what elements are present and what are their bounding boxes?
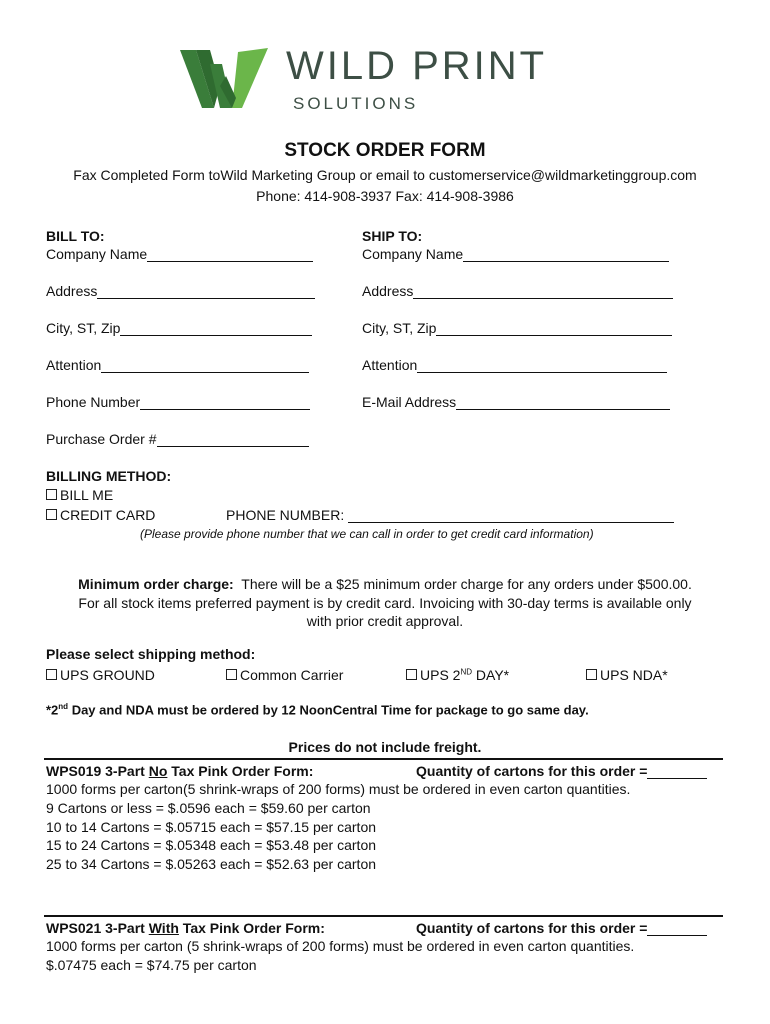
option-label: UPS GROUND [60, 667, 155, 683]
wps021-description: 1000 forms per carton (5 shrink-wraps of 200 forms) must be ordered in even carton quantities. [46, 938, 635, 954]
product-name: Tax Pink Order Form: [167, 763, 314, 779]
common-carrier-option[interactable] [226, 667, 343, 683]
bill-to-heading: BILL TO: [46, 228, 105, 244]
field-label: Purchase Order # [46, 431, 157, 447]
bill-address-field[interactable] [46, 283, 315, 299]
checkbox-icon[interactable] [46, 669, 57, 680]
checkbox-icon[interactable] [46, 489, 57, 500]
field-label: PHONE NUMBER: [226, 507, 345, 523]
credit-card-note: (Please provide phone number that we can call in order to get credit card information) [140, 527, 594, 541]
checkbox-icon[interactable] [46, 509, 57, 520]
wps021-quantity-field[interactable] [416, 920, 707, 936]
ship-attention-field[interactable] [362, 357, 667, 373]
cc-phone-field[interactable] [226, 507, 674, 523]
bill-company-field[interactable] [46, 246, 313, 262]
price-tier: 15 to 24 Cartons = $.05348 each = $53.48 per carton [46, 837, 377, 853]
option-label: BILL ME [60, 487, 114, 503]
brand-name: WILD PRINT [286, 44, 548, 88]
field-label: Address [362, 283, 414, 299]
billing-method-heading: BILLING METHOD: [46, 468, 172, 484]
superscript: ND [460, 667, 473, 677]
field-label: Address [46, 283, 98, 299]
brand-subtitle: SOLUTIONS [293, 94, 419, 113]
form-title: STOCK ORDER FORM [284, 140, 486, 161]
minimum-order-line [0, 576, 770, 592]
price-tier: 25 to 34 Cartons = $.05263 each = $52.63 per carton [46, 856, 377, 872]
ups-ground-option[interactable] [46, 667, 155, 683]
minimum-text: There will be a $25 minimum order charge for any orders under $500.00. [241, 576, 692, 592]
ship-city-field[interactable] [362, 320, 672, 336]
checkbox-icon[interactable] [226, 669, 237, 680]
quantity-label: Quantity of cartons for this order = [416, 920, 648, 936]
option-label: UPS 2 [420, 667, 461, 683]
option-label: CREDIT CARD [60, 507, 156, 523]
option-label: Common Carrier [240, 667, 344, 683]
superscript: nd [58, 702, 69, 711]
bill-attention-field[interactable] [46, 357, 309, 373]
field-label: Attention [362, 357, 418, 373]
payment-terms-line: For all stock items preferred payment is by credit card. Invoicing with 30-day terms is available only [78, 595, 692, 611]
ship-to-heading: SHIP TO: [362, 228, 423, 244]
company-logo [180, 44, 590, 116]
price-tier: 9 Cartons or less = $.0596 each = $59.60 per carton [46, 800, 371, 816]
field-label: Attention [46, 357, 102, 373]
bill-me-option[interactable] [46, 487, 113, 503]
wps019-description: 1000 forms per carton(5 shrink-wraps of 200 forms) must be ordered in even carton quantities. [46, 781, 631, 797]
checkbox-icon[interactable] [586, 669, 597, 680]
shipping-footnote [46, 702, 589, 717]
product-name: Tax Pink Order Form: [178, 920, 325, 936]
ship-email-field[interactable] [362, 394, 670, 410]
quantity-label: Quantity of cartons for this order = [416, 763, 648, 779]
footnote-text: Day and NDA must be ordered by 12 NoonCentral Time for package to go same day. [68, 702, 589, 718]
ship-address-field[interactable] [362, 283, 673, 299]
product-emphasis: With [148, 920, 179, 936]
bill-city-field[interactable] [46, 320, 312, 336]
option-label: UPS NDA* [600, 667, 668, 683]
shipping-heading: Please select shipping method: [46, 646, 256, 662]
ups-nda-option[interactable] [586, 667, 668, 683]
field-label: Company Name [46, 246, 148, 262]
field-label: Company Name [362, 246, 464, 262]
product-wps021-title [46, 920, 325, 936]
credit-card-option[interactable] [46, 507, 155, 523]
divider [44, 915, 723, 917]
fax-instructions: Fax Completed Form toWild Marketing Group or email to customerservice@wildmarketinggroup.com [73, 167, 697, 183]
ship-company-field[interactable] [362, 246, 669, 262]
minimum-label: Minimum order charge: [78, 576, 234, 592]
price-tier: $.07475 each = $74.75 per carton [46, 957, 257, 973]
footnote-start: *2 [46, 702, 59, 718]
product-code: WPS019 3-Part [46, 763, 149, 779]
option-label-suffix: DAY* [472, 667, 510, 683]
field-label: E-Mail Address [362, 394, 457, 410]
field-label: Phone Number [46, 394, 141, 410]
credit-approval-line: with prior credit approval. [306, 613, 464, 629]
divider [44, 758, 723, 760]
product-emphasis: No [148, 763, 168, 779]
wps019-quantity-field[interactable] [416, 763, 707, 779]
product-code: WPS021 3-Part [46, 920, 149, 936]
field-label: City, ST, Zip [362, 320, 437, 336]
price-tier: 10 to 14 Cartons = $.05715 each = $57.15 per carton [46, 819, 377, 835]
ups-2nd-day-option[interactable] [406, 667, 509, 683]
phone-fax-line: Phone: 414-908-3937 Fax: 414-908-3986 [256, 188, 514, 204]
product-wps019-title [46, 763, 313, 779]
field-label: City, ST, Zip [46, 320, 121, 336]
checkbox-icon[interactable] [406, 669, 417, 680]
bill-phone-field[interactable] [46, 394, 310, 410]
freight-notice: Prices do not include freight. [288, 739, 482, 755]
purchase-order-field[interactable] [46, 431, 309, 447]
wild-print-w-icon [180, 46, 270, 112]
